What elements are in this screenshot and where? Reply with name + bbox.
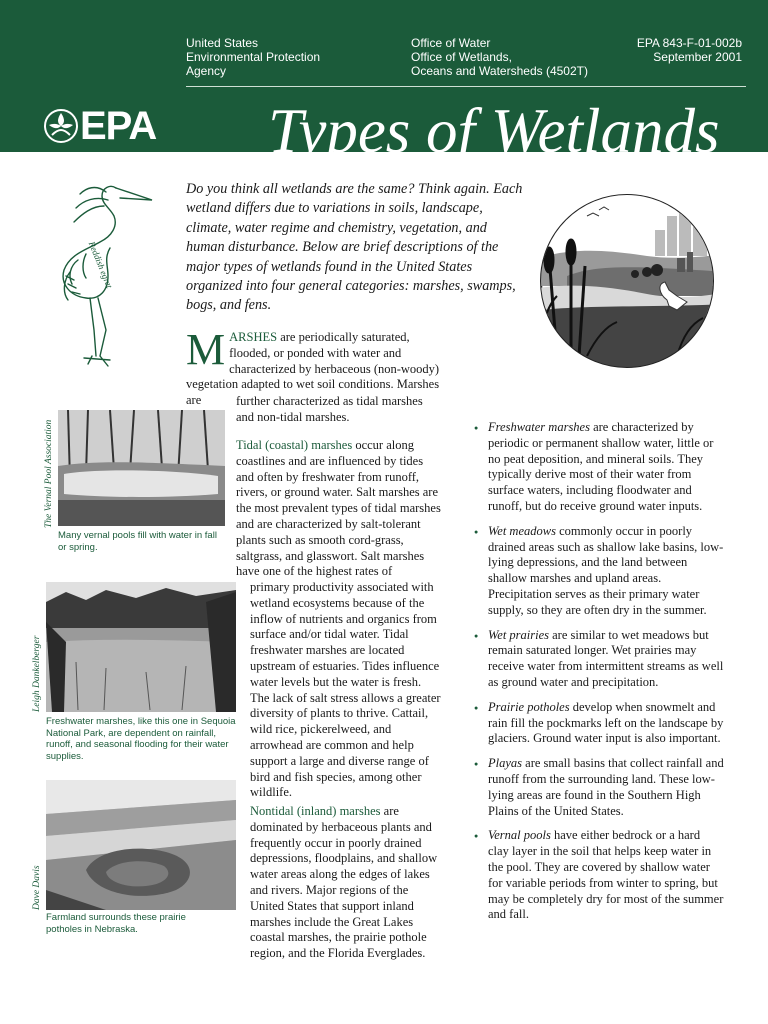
marshes-continued: further characterized as tidal marshes and non-tidal marshes. [236, 394, 423, 424]
wetland-type-text: develop when snowmelt and rain fill the pockmarks left on the landscape by glaciers. Ground water input is also important. [488, 699, 724, 746]
nontidal-marshes-heading: Nontidal (inland) marshes [250, 804, 381, 818]
prairie-potholes-photo [46, 780, 236, 910]
wetland-type-text: are characterized by periodic or permanent shallow water, little or no peat deposition, and mineral soils. They typically derive most of their water from surface waters, including floodwater and runoff, but do receive ground water inputs. [488, 420, 714, 513]
wetland-type-text: have either bedrock or a hard clay layer in the soil that helps keep water in the pool. They are covered by shallow water for variable periods from winter to spring, but may be completely dry for most of the summer and fall. [488, 828, 724, 922]
doc-date: September 2001 [653, 50, 742, 64]
freshwater-marsh-photo [46, 582, 236, 712]
list-item [474, 700, 724, 747]
doc-number: EPA 843-F-01-002b [636, 36, 742, 50]
marshes-lead-text: are periodically saturated, flooded, or ponded with water and characterized by herbaceous (non-woody) vegetation adapted to wet soil conditions. Marshes are [186, 330, 440, 408]
photo-caption: Freshwater marshes, like this one in Sequoia National Park, are dependent on rainfall, runoff, and seasonal flooding for their water supplies. [46, 716, 236, 762]
vernal-pool-photo [58, 410, 225, 526]
header-divider [186, 86, 746, 87]
wetland-type-text: are small basins that collect rainfall and runoff from the surrounding land. These low-lying areas are found in the Southern High Plains of the United States. [488, 756, 724, 818]
agency-block [186, 36, 320, 78]
wetland-types-list [474, 420, 724, 932]
wetland-type-term: Wet meadows [488, 523, 556, 538]
wetland-type-term: Wet prairies [488, 627, 549, 642]
nontidal-marshes-text: are dominated by herbaceous plants and frequently occur in poorly drained depressions, floodplains, and shallow water areas along the edges of lakes and rivers. Major regions of the United States that support inland marshes include the Great Lakes coastal marshes, the prairie pothole region, and the Florida Everglades. [250, 804, 438, 961]
nontidal-marshes-paragraph [250, 804, 442, 962]
office-line: Office of Water [411, 36, 491, 50]
wetland-landscape-illustration [527, 186, 727, 376]
office-block [411, 36, 588, 78]
wetland-type-text: commonly occur in poorly drained areas such as shallow lake basins, low-lying depressions, and the land between shallow marshes and upland areas. Precipitation serves as their primary water supply, so they are often dry in the summer. [488, 523, 724, 617]
epa-flower-icon [44, 109, 78, 143]
list-item [474, 420, 724, 515]
wetland-type-text: are similar to wet meadows but remain saturated longer. Wet prairies may receive water from intermittent streams as well as ground water and precipitation. [488, 627, 724, 689]
list-item [474, 628, 724, 691]
epa-logo [44, 104, 157, 148]
wetland-type-term: Freshwater marshes [488, 420, 590, 434]
heron-caption: Reddish egret [86, 240, 115, 290]
photo-credit: The Vernal Pool Association [44, 419, 54, 528]
tidal-marshes-heading: Tidal (coastal) marshes [236, 438, 353, 452]
agency-line: Environmental Protection [186, 50, 321, 64]
photo-caption: Farmland surrounds these prairie potholes in Nebraska. [46, 912, 186, 935]
agency-line: Agency [186, 64, 227, 78]
photo-credit: Leigh Dankelberger [32, 635, 42, 712]
list-item [474, 828, 724, 923]
list-item [474, 524, 724, 619]
marshes-lead-word: ARSHES [229, 330, 278, 344]
list-item [474, 756, 724, 819]
office-line: Office of Wetlands, [411, 50, 512, 64]
wetland-type-term: Prairie potholes [488, 699, 570, 714]
tidal-marshes-paragraph [236, 438, 442, 580]
drop-cap: M [186, 325, 226, 374]
doc-number-block [637, 36, 742, 64]
tidal-marshes-continued: primary productivity associated with wetland ecosystems because of the inflow of nutrients and organics from surface and/or tidal water. Tidal freshwater marshes are located upstream of estuaries. Tides influence water levels but the water is fresh. The lack of salt stress allows a greater diversity of plants to thrive. Cattail, wild rice, pickerelweed, and arrowhead are common and help support a large and diverse range of bird and fish species, among other wildlife. [250, 580, 441, 800]
photo-credit: Dave Davis [32, 865, 42, 910]
header-band [0, 0, 768, 166]
epa-logo-text: EPA [80, 104, 157, 148]
intro-paragraph: Do you think all wetlands are the same? Think again. Each wetland differs due to variations in soils, landscape, climate, water regime and chemistry, vegetation, and human disturbance. Below are brief descriptions of the major types of wetlands found in the United States organized into four general categories: marshes, swamps, bogs, and fens. [186, 181, 523, 314]
page-title: Types of Wetlands [268, 96, 720, 166]
photo-caption: Many vernal pools fill with water in fall or spring. [58, 530, 217, 553]
office-line: Oceans and Watersheds (4502T) [411, 64, 588, 78]
tidal-marshes-text: occur along coastlines and are influenced by tides and often by freshwater from runoff, rivers, or ground water. Salt marshes are the most prevalent types of tidal marshes and are characterized by salt-tolerant plants such as smooth cord-grass, saltgrass, and glasswort. Salt marshes have one of the highest rates of [236, 438, 441, 579]
wetland-type-term: Playas [488, 756, 523, 771]
agency-line: United States [186, 36, 259, 50]
wetland-type-term: Vernal pools [488, 828, 551, 843]
